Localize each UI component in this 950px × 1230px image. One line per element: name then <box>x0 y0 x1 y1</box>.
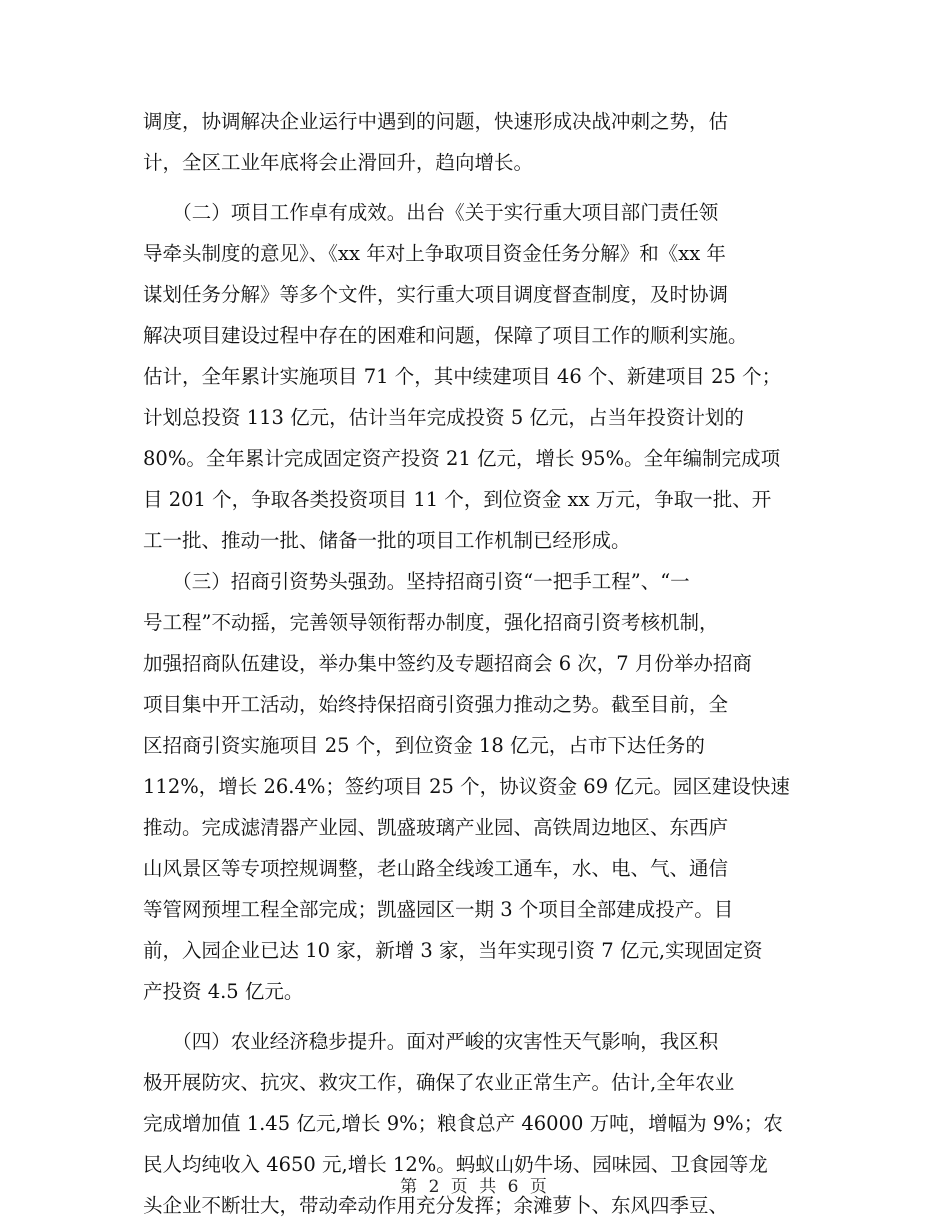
page-number-footer: 第 2 页 共 6 页 <box>400 1177 550 1197</box>
text-line: 山风景区等专项控规调整，老山路全线竣工通车，水、电、气、通信 <box>143 857 729 880</box>
paragraph-project-work <box>143 192 803 561</box>
text-line: 民人均纯收入 4650 元,增长 12%。蚂蚁山奶牛场、园味园、卫食园等龙 <box>143 1153 768 1176</box>
text-line: 项目集中开工活动，始终持保招商引资强力推动之势。截至目前，全 <box>143 693 729 716</box>
text-line: 等管网预埋工程全部完成；凯盛园区一期 3 个项目全部建成投产。目 <box>143 898 734 921</box>
document-body <box>143 101 803 1226</box>
text-line: 112%，增长 26.4%；签约项目 25 个，协议资金 69 亿元。园区建设快速 <box>143 775 790 798</box>
text-line: 解决项目建设过程中存在的困难和问题，保障了项目工作的顺利实施。 <box>143 324 748 347</box>
text-line: 估计，全年累计实施项目 71 个，其中续建项目 46 个、新建项目 25 个； <box>143 365 782 388</box>
text-line: 完成增加值 1.45 亿元,增长 9%；粮食总产 46000 万吨，增幅为 9%；农 <box>143 1112 783 1135</box>
text-line: 极开展防灾、抗灾、救灾工作，确保了农业正常生产。估计,全年农业 <box>143 1071 735 1094</box>
text-line: 推动。完成滤清器产业园、凯盛玻璃产业园、高铁周边地区、东西庐 <box>143 816 729 839</box>
text-line: 80%。全年累计完成固定资产投资 21 亿元，增长 95%。全年编制完成项 <box>143 447 781 470</box>
text-line: （四）农业经济稳步提升。面对严峻的灾害性天气影响，我区积 <box>143 1030 719 1053</box>
text-line: 导牵头制度的意见》、《xx 年对上争取项目资金任务分解》和《xx 年 <box>143 242 726 265</box>
text-line: 目 201 个，争取各类投资项目 11 个，到位资金 xx 万元，争取一批、开 <box>143 488 772 511</box>
text-line: （三）招商引资势头强劲。坚持招商引资“一把手工程”、“一 <box>143 570 690 593</box>
text-line: （二）项目工作卓有成效。出台《关于实行重大项目部门责任领 <box>143 201 719 224</box>
text-line: 号工程”不动摇，完善领导领衔帮办制度，强化招商引资考核机制， <box>143 611 719 634</box>
text-line: 头企业不断壮大，带动牵动作用充分发挥；余滩萝卜、东风四季豆、 <box>143 1194 729 1217</box>
paragraph <box>143 101 803 183</box>
text-line: 谋划任务分解》等多个文件，实行重大项目调度督查制度，及时协调 <box>143 283 729 306</box>
text-line: 产投资 4.5 亿元。 <box>143 980 304 1003</box>
text-line: 计划总投资 113 亿元，估计当年完成投资 5 亿元，占当年投资计划的 <box>143 406 744 429</box>
text-line: 前，入园企业已达 10 家，新增 3 家，当年实现引资 7 亿元,实现固定资 <box>143 939 763 962</box>
paragraph-investment-promotion <box>143 561 803 1012</box>
text-line: 调度，协调解决企业运行中遇到的问题，快速形成决战冲刺之势，估 <box>143 110 729 133</box>
text-line: 加强招商队伍建设，举办集中签约及专题招商会 6 次，7 月份举办招商 <box>143 652 752 675</box>
text-line: 计，全区工业年底将会止滑回升，趋向增长。 <box>143 151 534 174</box>
text-line: 区招商引资实施项目 25 个，到位资金 18 亿元，占市下达任务的 <box>143 734 705 757</box>
text-line: 工一批、推动一批、储备一批的项目工作机制已经形成。 <box>143 529 631 552</box>
